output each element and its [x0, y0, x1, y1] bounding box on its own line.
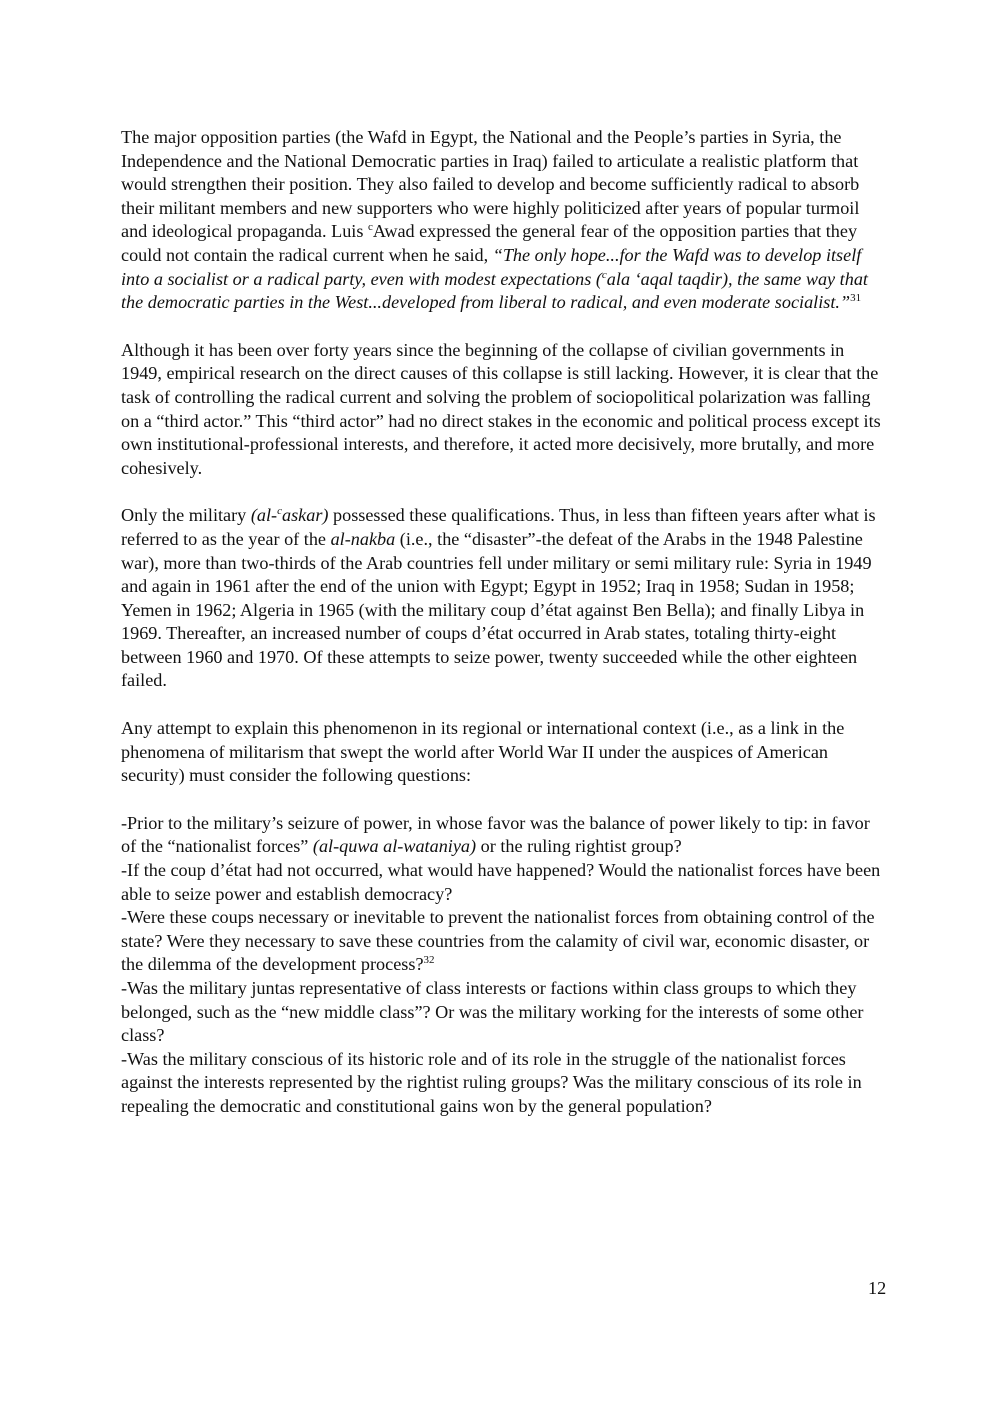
paragraph-military-rule [121, 504, 881, 693]
italic-text: (al- [250, 505, 278, 526]
paragraph-collapse-civilian-governments [121, 339, 881, 481]
text-run: (i.e., the “disaster”-the defeat of the Arabs in the 1948 Palestine war), more than two-thirds of the Arab countries fell under military or semi military rule: Syria in 1949 and again in 1961 after the end of the union with Egypt; Egypt in 1952; Iraq in 1958; Sudan in 1958; Yemen in 1962; Algeria in 1965 (with the military coup d’état against Ben Bella); and finally Libya in 1969. Thereafter, an increased number of coups d’état occurred in Arab states, totaling thirty-eight between 1960 and 1970. Of these attempts to seize power, twenty succeeded while the other eighteen failed. [121, 528, 872, 691]
paragraph-opposition-parties [121, 126, 881, 315]
text-run: Although it has been over forty years since the beginning of the collapse of civilian governments in 1949, empirical research on the direct causes of this collapse is still lacking. However, it is clear that the task of controlling the radical current and solving the problem of sociopolitical polarization was falling on a “third actor.” This “third actor” had no direct stakes in the economic and political process except its own institutional-professional interests, and therefore, it acted more decisively, more brutally, and more cohesively. [121, 339, 881, 478]
question-item-historic-role [121, 1048, 881, 1119]
text-run: -Were these coups necessary or inevitable to prevent the nationalist forces from obtaining control of the state? Were they necessary to save these countries from the calamity of civil war, economic disaster, or the dilemma of the development process? [121, 907, 875, 975]
text-run: or the ruling rightist group? [476, 836, 682, 857]
question-item-coups-necessary [121, 906, 881, 977]
italic-text: al-nakba [330, 528, 396, 549]
italic-text: askar) [281, 505, 329, 526]
italic-text: ala ‘aqal taqdir), the same way that the democratic parties in the West...developed from liberal to radical, and even moderate socialist.” [121, 268, 868, 313]
question-item-class-interests [121, 977, 881, 1048]
footnote-marker: c [601, 268, 607, 281]
question-list [121, 812, 881, 1119]
text-run: -Prior to the military’s seizure of power, in whose favor was the balance of power likely to tip: in favor of the “nationalist forces” [121, 812, 870, 857]
italic-text: (al-quwa al-wataniya) [312, 836, 477, 857]
question-item-no-coup [121, 859, 881, 906]
paragraph-questions-intro [121, 717, 881, 788]
text-run: -Was the military juntas representative of class interests or factions within class groups to which they belonged, such as the “new middle class”? Or was the military working for the interests of some other class? [121, 978, 864, 1046]
footnote-marker: 32 [423, 954, 435, 967]
text-run: Any attempt to explain this phenomenon in its regional or international context (i.e., as a link in the phenomena of militarism that swept the world after World War II under the auspices of American security) must consider the following questions: [121, 718, 845, 786]
page-number: 12 [868, 1278, 887, 1298]
italic-text: “The only hope...for the Wafd was to develop itself into a socialist or a radical party, even with modest expectations ( [121, 244, 862, 289]
text-run: Only the military [121, 505, 251, 526]
footnote-marker: c [367, 221, 373, 234]
footnote-marker: 31 [850, 292, 862, 305]
question-item-balance-of-power [121, 812, 881, 859]
text-run: Awad expressed the general fear of the opposition parties that they could not contain the radical current when he said, [121, 221, 858, 265]
text-run: The major opposition parties (the Wafd in Egypt, the National and the People’s parties in Syria, the Independence and the National Democratic parties in Iraq) failed to articulate a realistic platform that would strengthen their position. They also failed to develop and become sufficiently radical to absorb their militant members and new supporters who were highly politicized after years of popular turmoil and ideological propaganda. Luis [121, 127, 860, 242]
text-run: -Was the military conscious of its historic role and of its role in the struggle of the nationalist forces against the interests represented by the rightist ruling groups? Was the military conscious of its role in repealing the democratic and constitutional gains won by the general population? [121, 1048, 862, 1116]
body-text [121, 126, 881, 1119]
footnote-marker: c [277, 505, 282, 518]
text-run: -If the coup d’état had not occurred, what would have happened? Would the nationalist forces have been able to seize power and establish democracy? [121, 860, 881, 904]
text-run: possessed these qualifications. Thus, in less than fifteen years after what is referred to as the year of the [121, 505, 876, 549]
